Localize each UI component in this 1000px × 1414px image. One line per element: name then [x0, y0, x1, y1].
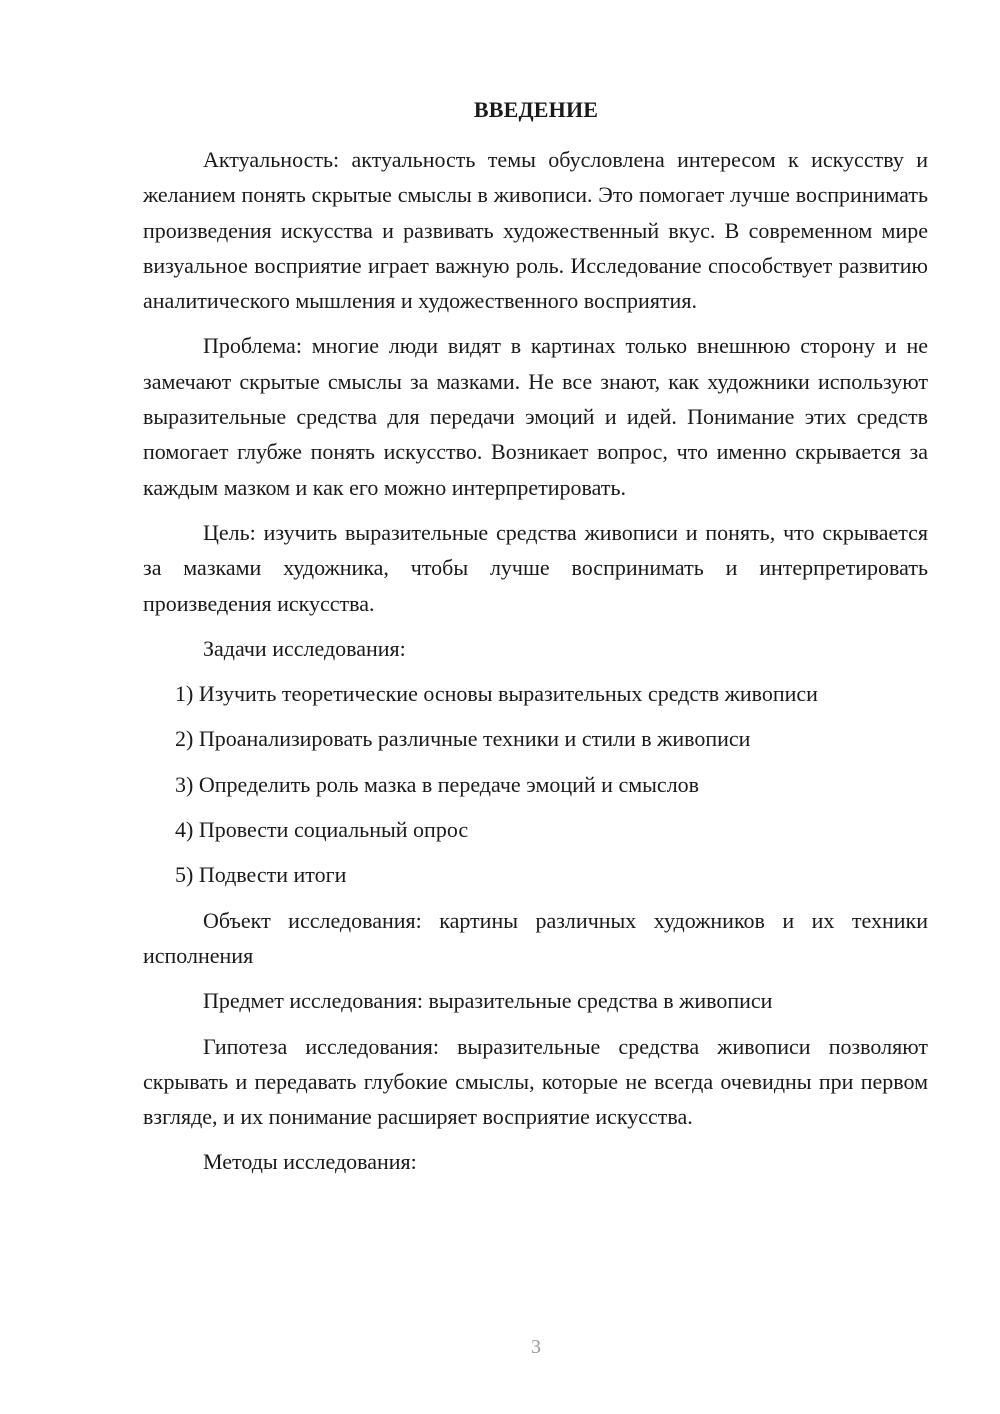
paragraph-hypothesis: Гипотеза исследования: выразительные средства живописи позволяют скрывать и передавать глубокие смыслы, которые не всегда очевидны при первом взгляде, и их понимание расширяет восприятие искусства.: [143, 1033, 928, 1130]
task-item: 1) Изучить теоретические основы выразительных средств живописи: [175, 681, 818, 707]
paragraph-relevance: Актуальность: актуальность темы обусловлена интересом к искусству и желанием понять скрытые смыслы в живописи. Это помогает лучше воспринимать произведения искусства и развивать художественный вкус. В современном мире визуальное восприятие играет важную роль. Исследование способствует развитию аналитического мышления и художественного восприятия.: [143, 147, 928, 314]
document-body: [143, 142, 928, 1190]
task-item: 5) Подвести итоги: [175, 862, 347, 888]
paragraph-subject: Предмет исследования: выразительные средства в живописи: [203, 988, 773, 1014]
paragraph-object: Объект исследования: картины различных художников и их техники исполнения: [143, 907, 928, 968]
task-item: 2) Проанализировать различные техники и стили в живописи: [175, 726, 751, 752]
tasks-list: [143, 676, 928, 892]
paragraph-problem: Проблема: многие люди видят в картинах только внешнюю сторону и не замечают скрытые смыслы за мазками. Не все знают, как художники используют выразительные средства для передачи эмоций и идей. Понимание этих средств помогает глубже понять искусство. Возникает вопрос, что именно скрывается за каждым мазком и как его можно интерпретировать.: [143, 333, 928, 500]
paragraph-goal: Цель: изучить выразительные средства живописи и понять, что скрывается за мазками художника, чтобы лучше воспринимать и интерпретировать произведения искусства.: [143, 519, 928, 616]
page-title: ВВЕДЕНИЕ: [473, 97, 599, 122]
page-number: 3: [531, 1336, 541, 1358]
task-item: 4) Провести социальный опрос: [175, 817, 469, 843]
task-item: 3) Определить роль мазка в передаче эмоций и смыслов: [175, 771, 700, 797]
tasks-heading: Задачи исследования:: [203, 635, 406, 661]
methods-heading: Методы исследования:: [203, 1149, 417, 1175]
